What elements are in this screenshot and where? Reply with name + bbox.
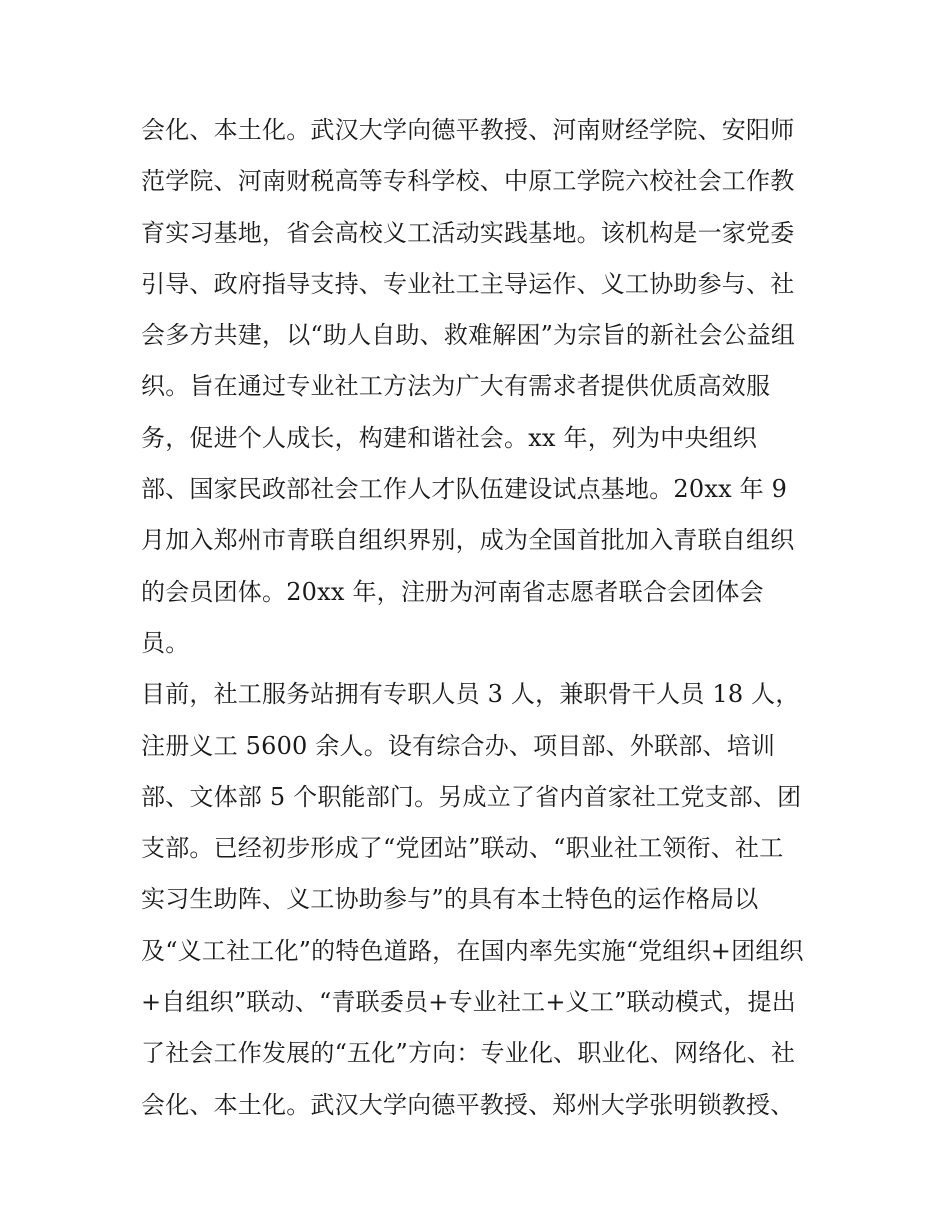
- text-line: 范学院、河南财税高等专科学校、中原工学院六校社会工作教: [141, 167, 795, 196]
- text-line: 部、国家民政部社会工作人才队伍建设试点基地。20xx 年 9: [141, 475, 788, 504]
- text-line: 支部。已经初步形成了“党团站”联动、“职业社工领衔、社工: [141, 834, 784, 863]
- text-line: 会化、本土化。武汉大学向德平教授、郑州大学张明锁教授、: [141, 1090, 795, 1119]
- text-line: 了社会工作发展的“五化”方向：专业化、职业化、网络化、社: [141, 1039, 796, 1068]
- text-line: 部、文体部 5 个职能部门。另成立了省内首家社工党支部、团: [141, 782, 802, 811]
- text-line: 实习生助阵、义工协助参与”的具有本土特色的运作格局以: [141, 885, 759, 914]
- text-line: 注册义工 5600 余人。设有综合办、项目部、外联部、培训: [141, 731, 776, 760]
- text-line: 育实习基地，省会高校义工活动实践基地。该机构是一家党委: [141, 218, 795, 247]
- text-line: 员。: [141, 628, 190, 657]
- body-text: [141, 105, 841, 1131]
- text-line: +自组织”联动、“青联委员+专业社工+义工”联动模式，提出: [141, 988, 796, 1017]
- text-line: 及“义工社工化”的特色道路，在国内率先实施“党组织+团组织: [141, 936, 804, 965]
- text-line: 织。旨在通过专业社工方法为广大有需求者提供优质高效服: [141, 372, 771, 401]
- text-line: 会多方共建，以“助人自助、救难解困”为宗旨的新社会公益组: [141, 321, 796, 350]
- text-line: 务，促进个人成长，构建和谐社会。xx 年，列为中央组织: [141, 423, 758, 452]
- text-line: 引导、政府指导支持、专业社工主导运作、义工协助参与、社: [141, 269, 795, 298]
- text-line: 的会员团体。20xx 年，注册为河南省志愿者联合会团体会: [141, 577, 764, 606]
- text-line: 月加入郑州市青联自组织界别，成为全国首批加入青联自组织: [141, 526, 795, 555]
- text-line: 目前，社工服务站拥有专职人员 3 人，兼职骨干人员 18 人，: [141, 680, 800, 709]
- text-line: 会化、本土化。武汉大学向德平教授、河南财经学院、安阳师: [141, 116, 795, 144]
